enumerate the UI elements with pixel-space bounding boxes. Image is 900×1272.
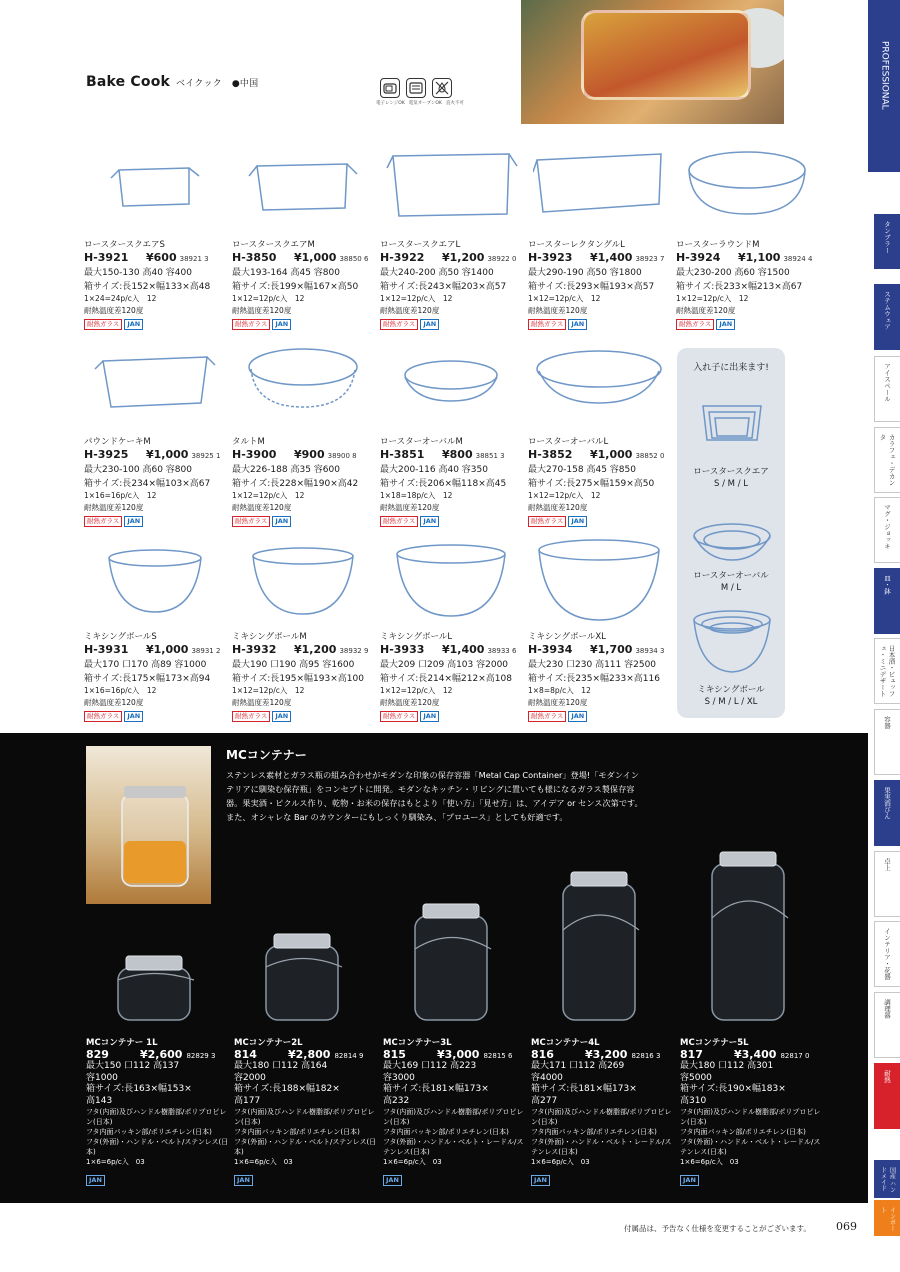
jan-badge: JAN: [568, 516, 587, 527]
product-dimensions: 最大209 口209 高103 容2000: [380, 660, 509, 670]
mc-pack-info: 1×6=6p/c入 03: [531, 1158, 590, 1166]
nested-square-roasters-image: [697, 398, 767, 448]
product-price: ¥1,400: [442, 643, 485, 656]
mc-product-price: ¥3,200: [585, 1048, 628, 1061]
heat-tolerance: 耐熱温度差120度: [84, 698, 144, 707]
mc-product-card: [234, 1036, 379, 1186]
heat-tolerance: 耐熱温度差120度: [528, 698, 588, 707]
mc-product-price: ¥2,600: [140, 1048, 183, 1061]
product-price: ¥600: [146, 251, 177, 264]
product-dimensions: 最大193-164 高45 容800: [232, 268, 340, 278]
mc-jan-code: 82817 0: [780, 1052, 810, 1060]
jan-badge: JAN: [272, 319, 291, 330]
product-image: [84, 333, 228, 433]
hero-photo: [521, 0, 784, 124]
tab-mug[interactable]: マグ・ジョッキ: [874, 497, 900, 563]
title-kana: ベイクック: [176, 79, 222, 89]
no-direct-fire-icon: [432, 78, 452, 98]
section-title: [86, 74, 258, 90]
mc-product-code: 817: [680, 1048, 703, 1061]
product-dimensions: 最大290-190 高50 容1800: [528, 268, 642, 278]
side-index-tabs: [868, 0, 900, 1272]
pack-info: 1×12=12p/c入 12: [380, 294, 453, 303]
product-name: ロースターオーバルM: [380, 437, 463, 447]
product-card: [380, 136, 524, 330]
mc-product-code: 816: [531, 1048, 554, 1061]
heat-glass-badge: 耐熱ガラス: [380, 711, 418, 722]
mc-material-outer: フタ(外面)・ハンドル・ベルト・レードル/ステンレス(日本): [680, 1138, 821, 1156]
nested-mixing-bowls-image: [691, 606, 773, 678]
mc-product-code: 829: [86, 1048, 109, 1061]
title-text: Bake Cook: [86, 74, 171, 90]
box-size: 箱サイズ:長243×幅203×高57: [380, 282, 507, 292]
product-card: [528, 136, 672, 330]
jan-code: 38933 6: [487, 647, 517, 655]
mc-box-size-height: 高232: [383, 1095, 410, 1106]
mc-material-inner: フタ(内面)及びハンドル樹脂部/ポリプロピレン(日本): [383, 1108, 524, 1126]
product-card: [380, 528, 524, 722]
mc-product-name: MCコンテナー3L: [383, 1038, 452, 1048]
product-code: H-3922: [380, 251, 425, 264]
heat-tolerance: 耐熱温度差120度: [528, 306, 588, 315]
box-size: 箱サイズ:長275×幅159×高50: [528, 479, 655, 489]
product-dimensions: 最大226-188 高35 容600: [232, 465, 340, 475]
product-dimensions: 最大200-116 高40 容350: [380, 465, 488, 475]
product-price: ¥1,000: [294, 251, 337, 264]
mc-jar-image: [401, 902, 511, 1028]
product-name: ミキシングボールS: [84, 632, 157, 642]
box-size: 箱サイズ:長235×幅233×高116: [528, 674, 660, 684]
product-code: H-3934: [528, 643, 573, 656]
jan-code: 38934 3: [635, 647, 665, 655]
product-image: [84, 136, 228, 236]
product-image: [380, 136, 524, 236]
mc-jar-image: [104, 954, 214, 1028]
mc-jan-code: 82814 9: [334, 1052, 364, 1060]
pack-info: 1×12=12p/c入 12: [232, 294, 305, 303]
mc-material-packing: フタ内面パッキン部/ポリエチレン(日本): [86, 1128, 212, 1136]
mc-product-name: MCコンテナー5L: [680, 1038, 749, 1048]
origin-label: ●中国: [231, 79, 259, 89]
product-name: ミキシングボールXL: [528, 632, 606, 642]
tab-plate-bowl[interactable]: 皿・鉢: [874, 568, 900, 634]
jan-badge: JAN: [420, 711, 439, 722]
mc-box-size-height: 高310: [680, 1095, 707, 1106]
product-code: H-3852: [528, 448, 573, 461]
mc-dimensions: 最大180 口112 高301: [680, 1061, 774, 1071]
tab-professional[interactable]: PROFESSIONAL: [868, 0, 900, 172]
heat-tolerance: 耐熱温度差120度: [232, 698, 292, 707]
microwave-icon: [380, 78, 400, 98]
mc-material-inner: フタ(内面)及びハンドル樹脂部/ポリプロピレン(日本): [531, 1108, 672, 1126]
tab-sake-buffet[interactable]: 日本酒・ビュッフェ・ミニデザート: [874, 638, 900, 704]
product-image: [528, 528, 672, 628]
mc-capacity: 容4000: [531, 1072, 563, 1083]
product-dimensions: 最大190 口190 高95 容1600: [232, 660, 355, 670]
mc-jan-badge: JAN: [234, 1175, 253, 1186]
product-name: パウンドケーキM: [84, 437, 151, 447]
page-number: 069: [836, 1220, 857, 1233]
box-size: 箱サイズ:長195×幅193×高100: [232, 674, 364, 684]
mc-product-card: [383, 1036, 528, 1186]
heat-glass-badge: 耐熱ガラス: [84, 319, 122, 330]
jan-code: 38900 8: [327, 452, 357, 460]
heat-glass-badge: 耐熱ガラス: [528, 516, 566, 527]
heat-glass-badge: 耐熱ガラス: [380, 319, 418, 330]
mc-title: MCコンテナー: [226, 748, 307, 762]
pack-info: 1×12=12p/c入 12: [528, 491, 601, 500]
mc-jan-badge: JAN: [383, 1175, 402, 1186]
product-dimensions: 最大240-200 高50 容1400: [380, 268, 494, 278]
heat-tolerance: 耐熱温度差120度: [528, 503, 588, 512]
product-dimensions: 最大230-200 高60 容1500: [676, 268, 790, 278]
mc-jan-code: 82816 3: [631, 1052, 661, 1060]
product-code: H-3923: [528, 251, 573, 264]
microwave-label: 電子レンジOK: [376, 101, 405, 106]
nesting-panel: [677, 348, 785, 718]
jan-badge: JAN: [420, 516, 439, 527]
mc-product-card: [680, 1036, 825, 1186]
product-name: ロースターオーバルL: [528, 437, 609, 447]
product-code: H-3931: [84, 643, 129, 656]
footer-note: 付属品は、予告なく仕様を変更することがございます。: [624, 1224, 811, 1233]
mc-capacity: 容5000: [680, 1072, 712, 1083]
box-size: 箱サイズ:長214×幅212×高108: [380, 674, 512, 684]
nesting-label-oval: ロースターオーバル M / L: [693, 571, 769, 593]
mc-dimensions: 最大169 口112 高223: [383, 1061, 477, 1071]
product-card: [232, 136, 376, 330]
box-size: 箱サイズ:長228×幅190×高42: [232, 479, 359, 489]
heat-tolerance: 耐熱温度差120度: [232, 306, 292, 315]
tab-cookware[interactable]: 調理器: [874, 992, 900, 1058]
heat-tolerance: 耐熱温度差120度: [380, 306, 440, 315]
product-dimensions: 最大170 口170 高89 容1000: [84, 660, 207, 670]
pack-info: 1×24=24p/c入 12: [84, 294, 157, 303]
mc-material-outer: フタ(外面)・ハンドル・ベルト・レードル/ステンレス(日本): [531, 1138, 672, 1156]
heat-tolerance: 耐熱温度差120度: [84, 306, 144, 315]
mc-product-price: ¥3,000: [437, 1048, 480, 1061]
mc-box-size-height: 高143: [86, 1095, 113, 1106]
mc-pack-info: 1×6=6p/c入 03: [234, 1158, 293, 1166]
product-code: H-3925: [84, 448, 129, 461]
heat-glass-badge: 耐熱ガラス: [84, 516, 122, 527]
nested-oval-roasters-image: [687, 516, 777, 566]
jan-code: 38923 7: [635, 255, 665, 263]
pack-info: 1×12=12p/c入 12: [232, 686, 305, 695]
jan-code: 38921 3: [179, 255, 209, 263]
box-size: 箱サイズ:長152×幅133×高48: [84, 282, 211, 292]
mc-dimensions: 最大180 口112 高164: [234, 1061, 328, 1071]
product-card: [232, 528, 376, 722]
tab-heat-resistant[interactable]: 耐熱: [874, 1063, 900, 1129]
mc-box-size-height: 高177: [234, 1095, 261, 1106]
product-card: [380, 333, 524, 527]
product-price: ¥900: [294, 448, 325, 461]
pack-info: 1×16=16p/c入 12: [84, 686, 157, 695]
mc-box-size: 箱サイズ:長188×幅182×: [234, 1084, 340, 1094]
jan-code: 38851 3: [475, 452, 505, 460]
mc-pack-info: 1×6=6p/c入 03: [680, 1158, 739, 1166]
heat-glass-badge: 耐熱ガラス: [232, 319, 270, 330]
mc-box-size: 箱サイズ:長163×幅153×: [86, 1084, 192, 1094]
pack-info: 1×12=12p/c入 12: [380, 686, 453, 695]
mc-jar-image: [549, 870, 659, 1028]
product-price: ¥1,700: [590, 643, 633, 656]
jan-badge: JAN: [568, 711, 587, 722]
mc-product-code: 814: [234, 1048, 257, 1061]
product-name: タルトM: [232, 437, 265, 447]
product-image: [528, 333, 672, 433]
product-price: ¥1,100: [738, 251, 781, 264]
box-size: 箱サイズ:長233×幅213×高67: [676, 282, 803, 292]
mc-product-price: ¥2,800: [288, 1048, 331, 1061]
product-dimensions: 最大150-130 高40 容400: [84, 268, 192, 278]
mc-material-inner: フタ(内面)及びハンドル樹脂部/ポリプロピレン(日本): [680, 1108, 821, 1126]
heat-tolerance: 耐熱温度差120度: [380, 503, 440, 512]
product-price: ¥1,200: [442, 251, 485, 264]
product-card: [84, 333, 228, 527]
mc-jan-code: 82815 6: [483, 1052, 513, 1060]
oven-label: 電気オーブンOK: [408, 101, 442, 106]
nesting-label-bowl: ミキシングボール S / M / L / XL: [697, 685, 765, 707]
heat-glass-badge: 耐熱ガラス: [528, 711, 566, 722]
no-fire-label: 直火不可: [445, 101, 464, 106]
mc-dimensions: 最大171 口112 高269: [531, 1061, 625, 1071]
jan-badge: JAN: [124, 516, 143, 527]
oven-icon: [406, 78, 426, 98]
mc-capacity: 容3000: [383, 1072, 415, 1083]
product-price: ¥1,400: [590, 251, 633, 264]
jan-badge: JAN: [568, 319, 587, 330]
product-card: [528, 333, 672, 527]
jan-code: 38852 0: [635, 452, 665, 460]
tab-carafe[interactable]: カラフェ・デカンタ: [874, 427, 900, 493]
jan-badge: JAN: [272, 516, 291, 527]
mc-pack-info: 1×6=6p/c入 03: [383, 1158, 442, 1166]
mc-material-packing: フタ内面パッキン部/ポリエチレン(日本): [680, 1128, 806, 1136]
product-code: H-3900: [232, 448, 277, 461]
mc-material-inner: フタ(内面)及びハンドル樹脂部/ポリプロピレン(日本): [234, 1108, 375, 1126]
tab-ice-pail[interactable]: アイスペール: [874, 356, 900, 422]
product-image: [84, 528, 228, 628]
product-image: [676, 136, 820, 236]
heat-tolerance: 耐熱温度差120度: [232, 503, 292, 512]
box-size: 箱サイズ:長175×幅173×高94: [84, 674, 211, 684]
tab-interior-vase[interactable]: インテリア・花器: [874, 921, 900, 987]
jan-code: 38925 1: [191, 452, 221, 460]
heat-tolerance: 耐熱温度差120度: [380, 698, 440, 707]
product-price: ¥1,200: [294, 643, 337, 656]
mc-material-packing: フタ内面パッキン部/ポリエチレン(日本): [234, 1128, 360, 1136]
heat-tolerance: 耐熱温度差120度: [84, 503, 144, 512]
mc-material-inner: フタ(内面)及びハンドル樹脂部/ポリプロピレン(日本): [86, 1108, 227, 1126]
mc-jan-badge: JAN: [86, 1175, 105, 1186]
product-name: ロースターラウンドM: [676, 240, 760, 250]
product-price: ¥1,000: [146, 448, 189, 461]
mc-dimensions: 最大150 口112 高137: [86, 1061, 180, 1071]
product-dimensions: 最大230 口230 高111 容2500: [528, 660, 657, 670]
product-card: [676, 136, 820, 330]
product-image: [528, 136, 672, 236]
mc-lifestyle-photo: [86, 746, 211, 904]
product-image: [380, 333, 524, 433]
jan-code: 38850 6: [339, 255, 369, 263]
product-card: [528, 528, 672, 722]
pack-info: 1×12=12p/c入 12: [528, 294, 601, 303]
box-size: 箱サイズ:長234×幅103×高67: [84, 479, 211, 489]
mc-jan-badge: JAN: [680, 1175, 699, 1186]
product-code: H-3924: [676, 251, 721, 264]
box-size: 箱サイズ:長293×幅193×高57: [528, 282, 655, 292]
tab-fruit-wine-jar[interactable]: 果実酒びん: [874, 780, 900, 846]
mc-jar-image: [698, 850, 808, 1028]
heat-glass-badge: 耐熱ガラス: [528, 319, 566, 330]
product-code: H-3851: [380, 448, 425, 461]
mc-product-name: MCコンテナー2L: [234, 1038, 303, 1048]
product-card: [84, 136, 228, 330]
jan-badge: JAN: [124, 319, 143, 330]
usage-icon-labels: [376, 100, 464, 106]
product-price: ¥1,000: [590, 448, 633, 461]
box-size: 箱サイズ:長199×幅167×高50: [232, 282, 359, 292]
nesting-heading: 入れ子に出来ます!: [693, 363, 769, 373]
jan-badge: JAN: [272, 711, 291, 722]
jan-code: 38931 2: [191, 647, 221, 655]
nesting-label-square: ロースタースクエア S / M / L: [693, 467, 769, 489]
mc-product-name: MCコンテナー4L: [531, 1038, 600, 1048]
product-name: ミキシングボールM: [232, 632, 307, 642]
mc-box-size: 箱サイズ:長181×幅173×: [531, 1084, 637, 1094]
heat-glass-badge: 耐熱ガラス: [380, 516, 418, 527]
product-image: [232, 333, 376, 433]
product-card: [84, 528, 228, 722]
product-image: [232, 528, 376, 628]
product-name: ロースターレクタングルL: [528, 240, 625, 250]
mc-material-outer: フタ(外面)・ハンドル・ベルト/ステンレス(日本): [234, 1138, 377, 1156]
mc-box-size: 箱サイズ:長181×幅173×: [383, 1084, 489, 1094]
tab-stemware[interactable]: ステムウェア: [874, 284, 900, 350]
product-code: H-3850: [232, 251, 277, 264]
product-name: ロースタースクエアL: [380, 240, 461, 250]
product-name: ロースタースクエアM: [232, 240, 315, 250]
heat-glass-badge: 耐熱ガラス: [232, 711, 270, 722]
tab-tabletop[interactable]: 卓上: [874, 851, 900, 917]
tab-tumbler[interactable]: タンブラー: [874, 214, 900, 269]
product-code: H-3932: [232, 643, 277, 656]
jan-badge: JAN: [420, 319, 439, 330]
mc-jan-code: 82829 3: [186, 1052, 216, 1060]
mc-capacity: 容2000: [234, 1072, 266, 1083]
product-name: ロースタースクエアS: [84, 240, 165, 250]
usage-icons: [380, 78, 452, 98]
pack-info: 1×12=12p/c入 12: [676, 294, 749, 303]
jan-badge: JAN: [716, 319, 735, 330]
mc-material-outer: フタ(外面)・ハンドル・ベルト/ステンレス(日本): [86, 1138, 229, 1156]
product-price: ¥800: [442, 448, 473, 461]
product-price: ¥1,000: [146, 643, 189, 656]
product-name: ミキシングボールL: [380, 632, 453, 642]
pack-info: 1×18=18p/c入 12: [380, 491, 453, 500]
mc-box-size: 箱サイズ:長190×幅183×: [680, 1084, 786, 1094]
pack-info: 1×12=12p/c入 12: [232, 491, 305, 500]
mc-product-name: MCコンテナー 1L: [86, 1038, 158, 1048]
jan-code: 38932 9: [339, 647, 369, 655]
mc-jan-badge: JAN: [531, 1175, 550, 1186]
tab-domestic-handmade[interactable]: 国産 ハンドメイド: [874, 1160, 900, 1198]
heat-tolerance: 耐熱温度差120度: [676, 306, 736, 315]
heat-glass-badge: 耐熱ガラス: [676, 319, 714, 330]
mc-product-code: 815: [383, 1048, 406, 1061]
heat-glass-badge: 耐熱ガラス: [84, 711, 122, 722]
product-card: [232, 333, 376, 527]
heat-glass-badge: 耐熱ガラス: [232, 516, 270, 527]
mc-product-card: [531, 1036, 676, 1186]
tab-import[interactable]: インポート: [874, 1200, 900, 1236]
mc-material-packing: フタ内面パッキン部/ポリエチレン(日本): [383, 1128, 509, 1136]
tab-container[interactable]: 容器: [874, 709, 900, 775]
mc-pack-info: 1×6=6p/c入 03: [86, 1158, 145, 1166]
mc-material-packing: フタ内面パッキン部/ポリエチレン(日本): [531, 1128, 657, 1136]
pack-info: 1×16=16p/c入 12: [84, 491, 157, 500]
mc-box-size-height: 高277: [531, 1095, 558, 1106]
product-code: H-3921: [84, 251, 129, 264]
product-image: [232, 136, 376, 236]
mc-capacity: 容1000: [86, 1072, 118, 1083]
product-dimensions: 最大230-100 高60 容800: [84, 465, 192, 475]
mc-jar-image: [252, 932, 362, 1028]
mc-product-price: ¥3,400: [734, 1048, 777, 1061]
mc-material-outer: フタ(外面)・ハンドル・ベルト・レードル/ステンレス(日本): [383, 1138, 524, 1156]
jan-code: 38922 0: [487, 255, 517, 263]
jan-badge: JAN: [124, 711, 143, 722]
mc-description: ステンレス素材とガラス瓶の組み合わせがモダンな印象の保存容器「Metal Cap Container」登場!「モダンインテリアに馴染む保存瓶」をコンセプトに開発。モダンなキッチン・リビングに置いても様になるガラス製保存容器。果実酒・ピクルス作り、乾物・お米の保存はもとより「使い方」「見せ方」は、アイデア or センス次第です。また、オシャレな Bar のカウンターにもしっくり馴染み、「プロユース」としても好適です。: [226, 770, 643, 822]
product-dimensions: 最大270-158 高45 容850: [528, 465, 636, 475]
product-code: H-3933: [380, 643, 425, 656]
product-image: [380, 528, 524, 628]
box-size: 箱サイズ:長206×幅118×高45: [380, 479, 507, 489]
pack-info: 1×8=8p/c入 12: [528, 686, 591, 695]
mc-product-card: [86, 1036, 231, 1186]
jan-code: 38924 4: [783, 255, 813, 263]
